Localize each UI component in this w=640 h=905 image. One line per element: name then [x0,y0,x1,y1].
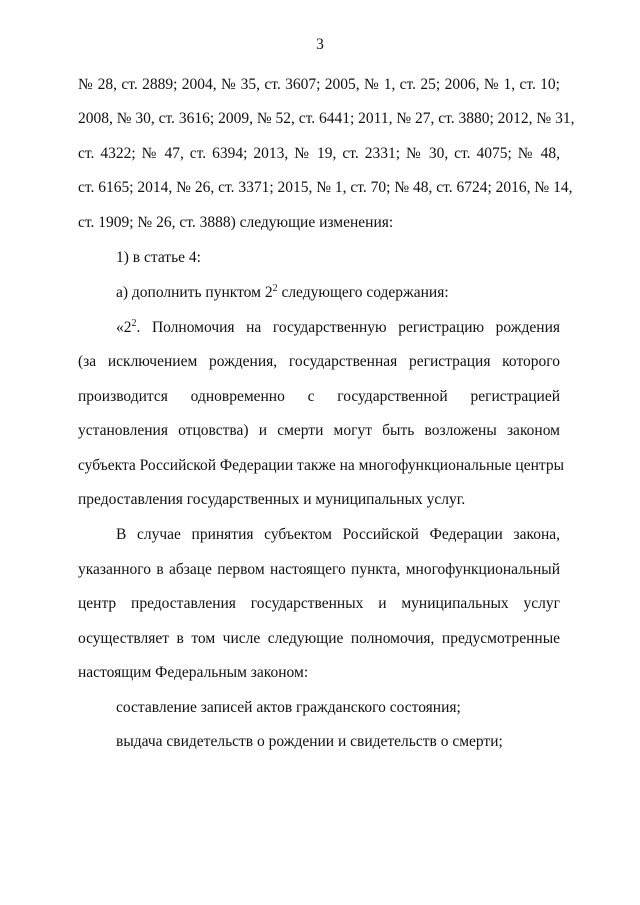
superscript: 2 [272,282,278,294]
text-line: предоставления государственных и муниципальных услуг. [78,491,466,508]
text-line: ст. 6165; 2014, № 26, ст. 3371; 2015, № 1, ст. 70; № 48, ст. 6724; 2016, № 14, [78,179,573,196]
text-fragment: . Полномочия на государственную регистрацию рождения [136,319,560,336]
text-line: 2008, № 30, ст. 3616; 2009, № 52, ст. 6441; 2011, № 27, ст. 3880; 2012, № 31, [78,110,575,127]
text-line: осуществляет в том числе следующие полномочия, предусмотренные [78,630,560,647]
text-line: составление записей актов гражданского состояния; [116,699,461,716]
text-line: выдача свидетельств о рождении и свидетельств о смерти; [116,733,503,750]
text-line: (за исключением рождения, государственная регистрация которого [78,353,560,370]
text-line: установления отцовства) и смерти могут быть возложены законом [78,422,560,439]
text-line: центр предоставления государственных и муниципальных услуг [78,595,560,612]
text-line: 1) в статье 4: [116,249,201,266]
text-line: ст. 4322; № 47, ст. 6394; 2013, № 19, ст. 2331; № 30, ст. 4075; № 48, [78,145,560,162]
quote-point: «2 [116,319,132,336]
text-line: настоящим Федеральным законом: [78,664,309,681]
superscript: 2 [131,317,137,329]
point-number: 2 [264,284,273,301]
text-fragment: а) дополнить пунктом [116,284,261,301]
page-number: 3 [316,36,324,53]
text-fragment: следующего содержания: [281,284,449,301]
text-line: № 28, ст. 2889; 2004, № 35, ст. 3607; 2005, № 1, ст. 25; 2006, № 1, ст. 10; [78,76,560,93]
text-line [116,284,560,302]
text-line: указанного в абзаце первом настоящего пункта, многофункциональный [78,561,560,578]
text-line [116,319,560,337]
text-fragment [116,319,560,336]
text-line: ст. 1909; № 26, ст. 3888) следующие изменения: [78,214,394,231]
text-line: субъекта Российской Федерации также на многофункциональные центры [78,457,565,474]
text-line: производится одновременно с государственной регистрацией [78,388,560,405]
text-line: В случае принятия субъектом Российской Федерации закона, [116,526,560,543]
